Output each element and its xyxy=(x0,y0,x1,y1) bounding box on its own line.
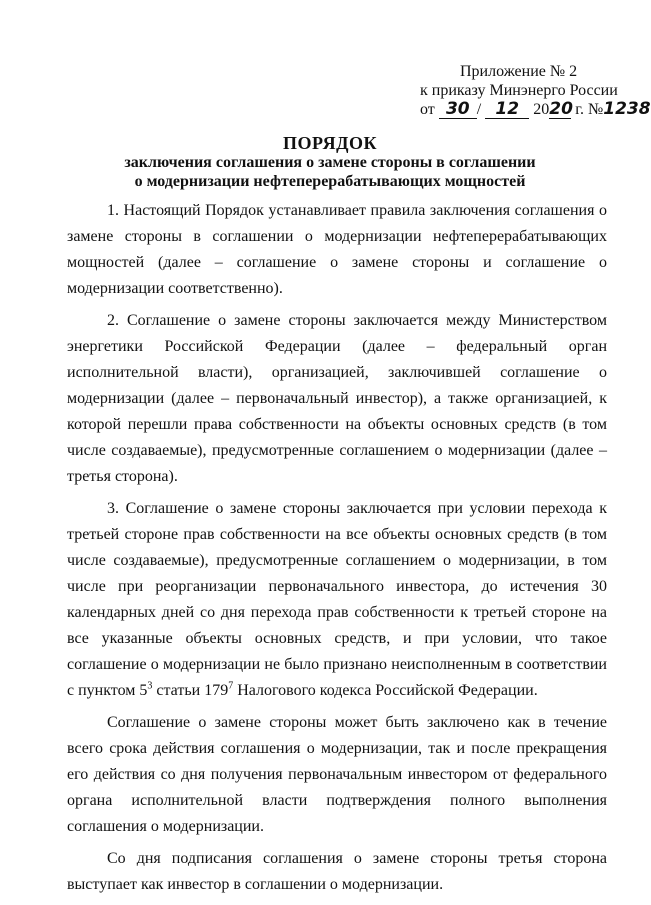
paragraph-3-mid: статьи 179 xyxy=(152,682,229,699)
annex-order-ref: к приказу Минэнерго России xyxy=(420,82,618,99)
annex-slash: / xyxy=(476,101,482,118)
title-heading: ПОРЯДОК xyxy=(282,133,378,153)
paragraph-3 xyxy=(67,496,607,704)
annex-year-prefix: 20 xyxy=(533,101,550,118)
paragraph-3-sup-2: 7 xyxy=(228,680,234,692)
annex-day: 30 xyxy=(439,101,477,119)
paragraph-1: 1. Настоящий Порядок устанавливает правила заключения соглашения о замене стороны в соглашении о модернизации нефтеперерабатывающих мощностей (далее – соглашение о замене стороны и соглашение о модернизации соответственно). xyxy=(67,202,607,297)
paragraph-5: Со дня подписания соглашения о замене стороны третья сторона выступает как инвестор в соглашении о модернизации. xyxy=(67,850,607,893)
annex-month: 12 xyxy=(485,101,529,119)
paragraph-3-end: Налогового кодекса Российской Федерации. xyxy=(233,682,538,699)
paragraph-3-main: 3. Соглашение о замене стороны заключается при условии перехода к третьей стороне прав собственности на все объекты основных средств (в том числе создаваемые), предусмотренные соглашением о модернизации, в том числе при реорганизации первоначального инвестора, до истечения 30 календарных дней со дня перехода прав собственности к третьей стороне на все указанные объекты основных средств, и при условии, что такое соглашение о модернизации не было признано неисполненным в соответствии с пунктом 5 xyxy=(67,500,607,699)
paragraph-2: 2. Соглашение о замене стороны заключается между Министерством энергетики Российской Федерации (далее – федеральный орган исполнительной власти), организацией, заключившей соглашение о модернизации (далее – первоначальный инвестор), а также организацией, к которой перешли права собственности на объекты основных средств (в том числе создаваемые), предусмотренные соглашением о модернизации (далее – третья сторона). xyxy=(67,312,607,485)
annex-number: 1238 xyxy=(603,99,651,119)
paragraph-4: Соглашение о замене стороны может быть заключено как в течение всего срока действия соглашения о модернизации, так и после прекращения его действия со дня получения первоначальным инвестором от федерального органа исполнительной власти подтверждения полного выполнения соглашения о модернизации. xyxy=(67,714,607,835)
title-subtitle-2: о модернизации нефтеперерабатывающих мощностей xyxy=(134,173,526,190)
annex-g-no: г. № xyxy=(571,101,604,118)
annex-year-suffix: 20 xyxy=(549,99,573,119)
annex-header xyxy=(420,62,651,119)
annex-date-line xyxy=(420,99,651,119)
document-body xyxy=(67,198,607,904)
document-title xyxy=(60,133,600,191)
paragraph-3-sup-1: 3 xyxy=(147,680,153,692)
annex-ot: от xyxy=(420,101,435,118)
title-subtitle-1: заключения соглашения о замене стороны в соглашении xyxy=(124,154,536,171)
annex-title: Приложение № 2 xyxy=(460,63,578,80)
